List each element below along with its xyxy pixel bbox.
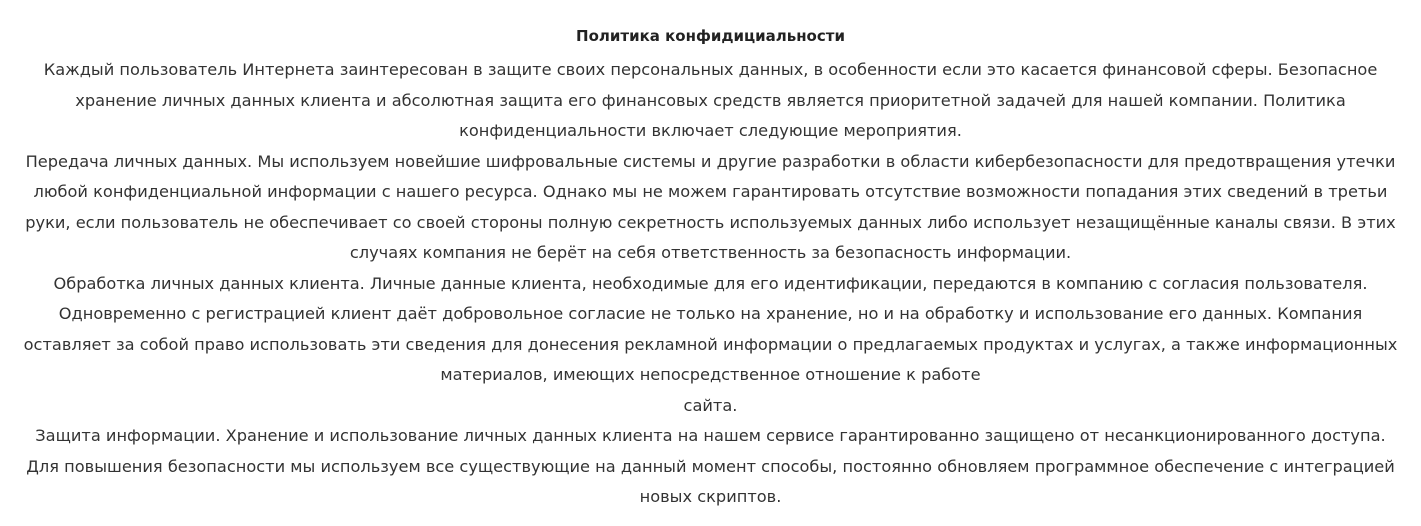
text-line: оставляет за собой право использовать эти сведения для донесения рекламной информации о предлагаемых продуктах и услугах, а также информационных [23,334,1398,354]
document-title: Политика конфидициальности [576,27,845,45]
text-line: сайта. [683,395,738,415]
text-line: Каждый пользователь Интернета заинтересован в защите своих персональных данных, в особенности если это касается финансовой сферы. Безопасное [43,60,1378,79]
text-line: руки, если пользователь не обеспечивает со своей стороны полную секретность используемых данных либо использует незащищённые каналы связи. В этих [25,212,1396,232]
text-line: материалов, имеющих непосредственное отношение к работе [440,365,981,384]
text-line: конфиденциальности включает следующие мероприятия. [459,121,962,140]
document-body [0,55,1421,513]
text-line: хранение личных данных клиента и абсолютная защита его финансовых средств является приоритетной задачей для нашей компании. Политика [75,90,1346,110]
text-line: Защита информации. Хранение и использование личных данных клиента на нашем сервисе гарантированно защищено от несанкционированного доступа. [35,426,1386,445]
text-line: любой конфиденциальной информации с нашего ресурса. Однако мы не можем гарантировать отсутствие возможности попадания этих сведений в третьи [33,182,1388,201]
text-line: случаях компания не берёт на себя ответственность за безопасность информации. [349,243,1072,262]
text-line: новых скриптов. [639,487,782,506]
text-line: Передача личных данных. Мы используем новейшие шифровальные системы и другие разработки в области кибербезопасности для предотвращения утечки [25,151,1396,171]
text-line: Одновременно с регистрацией клиент даёт добровольное согласие не только на хранение, но и на обработку и использование его данных. Компания [58,304,1363,323]
text-line: Обработка личных данных клиента. Личные данные клиента, необходимые для его идентификации, передаются в компанию с согласия пользователя. [53,273,1368,293]
text-line: Для повышения безопасности мы используем все существующие на данный момент способы, постоянно обновляем программное обеспечение с интеграцией [26,456,1395,476]
